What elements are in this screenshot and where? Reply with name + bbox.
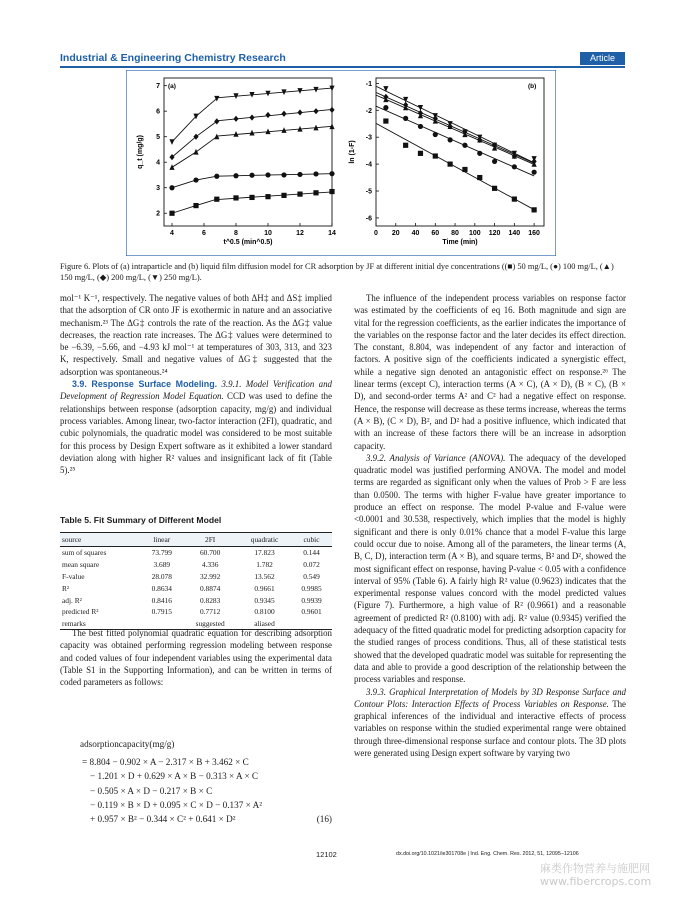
- x-tick-label: 80: [451, 230, 459, 237]
- data-point-square: [265, 194, 270, 199]
- data-point-circle: [448, 137, 453, 142]
- data-point-square: [233, 195, 238, 200]
- equation-line: + 0.957 × B² − 0.344 × C² + 0.641 × D²: [90, 814, 236, 825]
- x-axis-label: Time (min): [442, 239, 478, 246]
- y-tick-label: 7: [156, 83, 160, 91]
- table-cell: 0.8100: [254, 607, 275, 617]
- table-cell: F-value: [62, 571, 85, 581]
- data-point-square: [512, 196, 517, 201]
- journal-title: Industrial & Engineering Chemistry Research: [60, 52, 286, 64]
- panel-label: (b): [528, 83, 537, 90]
- equation-number: (16): [316, 814, 332, 825]
- subsection-heading: 3.9.1. Model Verification and Development of Regression Model Equation.: [60, 379, 332, 402]
- data-point-square: [462, 167, 467, 172]
- data-point-circle: [418, 124, 423, 129]
- data-point-square: [418, 151, 423, 156]
- data-point-circle: [532, 170, 537, 175]
- table-cell: 32.992: [199, 571, 221, 581]
- equation-line: − 0.505 × A × D − 0.217 × B × C: [90, 785, 213, 796]
- data-point-circle: [233, 173, 238, 178]
- header-rule: [60, 66, 625, 68]
- equation-lhs: adsorptioncapacity(mg/g): [80, 739, 175, 749]
- data-point-circle: [265, 172, 270, 177]
- data-point-square: [214, 197, 219, 202]
- table-cell: remarks: [60, 618, 141, 630]
- doi-citation: dx.doi.org/10.1021/ie301708e | Ind. Eng. Chem. Res. 2012, 51, 12095−12106: [396, 851, 579, 857]
- y-tick-label: -3: [365, 134, 372, 142]
- data-point-square: [313, 190, 318, 195]
- y-tick-label: 6: [156, 108, 160, 116]
- paragraph-text: The graphical inferences of the individual and interactive effects of process variables on response within the studied experimental range were obtained through three-dimensional response surface and contour plots. The 3D plots were generated using Design expert software by varying two: [354, 698, 627, 758]
- table-cell: 0.9985: [301, 583, 322, 593]
- table-cell: predicted R²: [62, 607, 99, 617]
- table-cell: mean square: [62, 560, 100, 570]
- panel-label: (a): [168, 83, 176, 90]
- table-cell: 28.078: [151, 571, 172, 581]
- x-tick-label: 12: [296, 230, 304, 237]
- y-tick-label: -4: [365, 161, 372, 169]
- x-tick-label: 100: [468, 230, 481, 237]
- table-cell: 0.549: [303, 571, 320, 581]
- left-column-lower: [60, 627, 332, 688]
- data-point-square: [383, 118, 388, 123]
- right-column: [354, 292, 626, 759]
- table-cell: 13.562: [254, 571, 275, 581]
- table-cell: 0.8283: [199, 595, 221, 605]
- paragraph: The influence of the independent process variables on response factor was estimated by the coefficients of eq 16. Both magnitude and sign are vital for the regression coefficients, as the earlier indicates the importance of the variables on the response factor and the later decides its effect direction. The constant, 8.804, was independent of any factor and interaction of factors. A positive sign of the coefficients indicated a synergistic effect, while a negative sign denoted an antagonistic effect on response.²⁶ The linear terms (except C), interaction terms (A × C), (A × D), (B × C), (B × D), and second-order terms A² and C² had a negative effect on response. Hence, the response will decrease as these terms increase, whereas the terms (A × B), (C × D), B², and D² had a positive influence, which indicated that with an increase of these factors there will be an increase in adsorption capacity.: [354, 293, 626, 451]
- data-point-square: [169, 211, 174, 216]
- data-point-square: [532, 207, 537, 212]
- table-cell: sum of squares: [62, 548, 107, 558]
- x-tick-label: 160: [528, 230, 540, 237]
- data-point-square: [477, 175, 482, 180]
- x-tick-label: 8: [234, 230, 238, 237]
- data-point-circle: [403, 116, 408, 121]
- x-tick-label: 4: [170, 230, 174, 237]
- paragraph: The best fitted polynomial quadratic equation for describing adsorption capacity was obtained performing regression modeling between response and coded values of four independent variables using the experimental data (Table S1 in the Supporting Information), and can be written in terms of coded parameters as follows:: [60, 628, 332, 688]
- section-paragraph: [60, 378, 332, 476]
- table-cell: 4.336: [201, 560, 219, 570]
- data-point-circle: [193, 177, 198, 182]
- data-point-square: [433, 153, 438, 158]
- y-tick-label: 3: [156, 185, 160, 193]
- table-5: [60, 532, 332, 630]
- table-row: [60, 606, 332, 618]
- data-point-square: [448, 162, 453, 167]
- table-cell: 3.689: [153, 560, 171, 570]
- subsection-paragraph: [354, 452, 626, 686]
- page-header: [60, 52, 625, 66]
- table-header-cell: quadratic: [238, 533, 291, 547]
- data-point-circle: [281, 172, 286, 177]
- data-point-circle: [169, 185, 174, 190]
- y-tick-label: 2: [156, 210, 160, 218]
- data-point-square: [492, 186, 497, 191]
- table-cell: R²: [62, 583, 70, 593]
- data-point-circle: [383, 105, 388, 110]
- table-row: [60, 547, 332, 559]
- x-tick-label: 6: [202, 230, 206, 237]
- data-point-circle: [249, 173, 254, 178]
- table-cell: 0.9939: [301, 595, 322, 605]
- left-column: [60, 292, 332, 476]
- table-cell: aliased: [238, 618, 291, 630]
- y-tick-label: -6: [365, 215, 372, 223]
- watermark-line: 麻类作物营养与施肥网: [540, 862, 650, 875]
- equation-line: − 0.119 × B × D + 0.095 × C × D − 0.137 × A²: [90, 799, 262, 810]
- data-point-circle: [214, 174, 219, 179]
- table-cell: 60.700: [199, 548, 221, 558]
- table-cell: suggested: [182, 618, 238, 630]
- x-tick-label: 0: [374, 230, 378, 237]
- y-axis-label: q_t (mg/g): [137, 135, 144, 169]
- table-cell: 1.782: [256, 560, 273, 570]
- data-point-circle: [512, 164, 517, 169]
- table-header-cell: cubic: [291, 533, 332, 547]
- watermark: [540, 862, 651, 888]
- table-header-cell: 2FI: [182, 533, 238, 547]
- page-number: 12102: [316, 850, 337, 859]
- table-cell: 0.072: [303, 560, 320, 570]
- table-title: Table 5. Fit Summary of Different Model: [60, 515, 222, 525]
- table-row: [60, 594, 332, 606]
- y-tick-label: -2: [365, 107, 372, 115]
- table-header-cell: linear: [141, 533, 182, 547]
- paragraph-text: CCD was used to define the relationships between response (adsorption capacity, mg/g) and individual process variables. Among linear, two-factor interaction (2FI), quadratic, and cubic polynomials, the quadratic model was considered to be most suitable for this process by Design Expert software as it exhibited a lower standard deviation along with higher R² values and insignificant lack of fit (Table 5).²⁵: [60, 391, 333, 476]
- table-cell: 0.8874: [199, 583, 221, 593]
- y-tick-label: 4: [156, 159, 160, 167]
- paragraph: mol⁻¹ K⁻¹, respectively. The negative values of both ΔH‡ and ΔS‡ implied that the adsorption of CR onto JF is exothermic in nature and an associative mechanism.²³ The ΔG‡ controls the rate of the reaction. As the ΔG‡ value decreases, the reaction rate increases. The ΔG‡ values were determined to be −6.39, −5.66, and −4.93 kJ mol⁻¹ at temperatures of 303, 313, and 323 K, respectively. Small and negative values of ΔG‡ suggested that the adsorption was spontaneous.²⁴: [60, 293, 332, 377]
- table-cell: 0.8634: [151, 583, 172, 593]
- table-header-cell: source: [60, 533, 141, 547]
- watermark-line: www.fibercrops.com: [540, 875, 652, 888]
- data-point-circle: [313, 171, 318, 176]
- subsection-paragraph: [354, 686, 626, 760]
- table-row: [60, 571, 332, 583]
- data-point-square: [403, 143, 408, 148]
- x-tick-label: 120: [488, 230, 501, 237]
- data-point-circle: [462, 143, 467, 148]
- data-point-square: [329, 189, 334, 194]
- y-tick-label: -5: [365, 188, 372, 196]
- x-tick-label: 14: [328, 230, 336, 237]
- paragraph-text: The adequacy of the developed quadratic model was justified performing ANOVA. The model and model terms are regarded as significant only when the values of Prob > F are less than 0.0500. The terms with higher F-value have greater importance to produce an effect on response. The model P-value and F-value were <0.0001 and 30.538, respectively, which implies that the model is highly significant and there is only 0.01% chance that a model F-value this large could occur due to noise. Among all of the parameters, the linear terms (A, B, C, D), interaction term (A × B), and square terms, B² and D², showed the most significant effect on response, having P-value < 0.05 with a confidence interval of 95% (Table 6). A fairly high R² value (0.9623) indicates that the experimental response values concord with the model predicted values (Figure 7). Furthermore, a high value of R² (0.9661) and a reasonable agreement of predicted R² (0.8100) with adj. R² value (0.9345) verified the adequacy of the fitted quadratic model for predicting adsorption capacity for the studied ranges of process conditions. Thus, all of these statistical tests showed that the developed quadratic model was suitable for representing the data and able to provide a good description of the relationship between the process variables and response.: [354, 452, 626, 685]
- data-point-circle: [297, 172, 302, 177]
- equation-line: = 8.804 − 0.902 × A − 2.317 × B + 3.462 × C: [82, 757, 249, 768]
- subsection-heading: 3.9.3. Graphical Interpretation of Models by 3D Response Surface and Contour Plots: Interaction Effects of Process Variables on Response.: [354, 686, 626, 709]
- x-tick-label: 40: [411, 230, 420, 237]
- subsection-heading: 3.9.2. Analysis of Variance (ANOVA).: [366, 452, 506, 463]
- x-tick-label: 20: [391, 230, 400, 237]
- table-cell: 73.799: [151, 548, 172, 558]
- y-axis-label: ln (1-F): [349, 140, 356, 164]
- x-tick-label: 140: [508, 230, 521, 237]
- x-axis-label: t^0.5 (min^0.5): [223, 239, 273, 246]
- data-point-square: [193, 203, 198, 208]
- table-cell: 0.9661: [254, 583, 275, 593]
- table-cell: 0.8416: [151, 595, 172, 605]
- data-point-circle: [329, 171, 334, 176]
- data-point-square: [297, 192, 302, 197]
- article-badge: Article: [580, 52, 625, 65]
- data-point-square: [281, 193, 286, 198]
- table-cell: 0.9345: [254, 595, 275, 605]
- table-cell: 0.9601: [301, 607, 322, 617]
- table-row: [60, 582, 332, 594]
- data-point-square: [249, 195, 254, 200]
- data-point-circle: [477, 151, 482, 156]
- equation-line: − 1.201 × D + 0.629 × A × B − 0.313 × A × C: [90, 771, 259, 782]
- table-header-row: [60, 533, 332, 547]
- figure-caption: Figure 6. Plots of (a) intraparticle and (b) liquid film diffusion model for CR adsorption by JF at different initial dye concentrations ((■) 50 mg/L, (●) 100 mg/L, (▲) 150 mg/L, (◆) 200 mg/L, (▼) 250 mg/L).: [60, 262, 614, 282]
- table-cell: 0.7915: [151, 607, 172, 617]
- data-point-circle: [492, 159, 497, 164]
- table-cell: 17.823: [254, 548, 275, 558]
- table-cell: 0.144: [303, 548, 320, 558]
- equation-16: [80, 737, 332, 826]
- x-tick-label: 60: [431, 230, 440, 237]
- section-heading: 3.9. Response Surface Modeling.: [72, 379, 218, 390]
- figure-6: [126, 70, 556, 256]
- equation-line-last: [80, 812, 332, 826]
- table-row: [60, 559, 332, 571]
- y-tick-label: 5: [156, 134, 160, 142]
- table-cell: adj. R²: [62, 595, 82, 605]
- data-point-circle: [433, 132, 438, 137]
- y-tick-label: -1: [365, 80, 372, 88]
- x-tick-label: 10: [264, 230, 272, 237]
- table-cell: 0.7712: [199, 607, 221, 617]
